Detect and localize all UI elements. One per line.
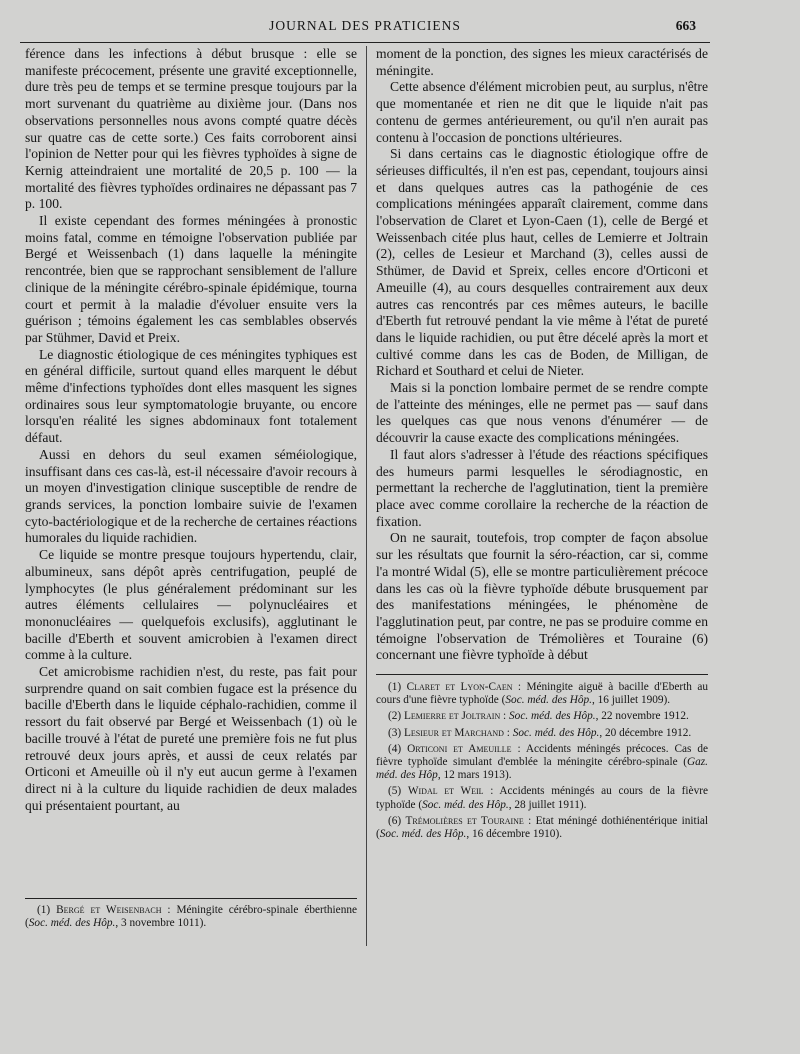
left-paragraph-3: Le diagnostic étiologique de ces méningites typhiques est en général difficile, surtout quand elles marquent le début même d'infections typhoïdes dont elles masquent les signes ordinaires sous leur symptomatologie bruyante, ou encore lorsqu'en réalité les signes abdominaux font totalement défaut. xyxy=(25,346,357,446)
left-column xyxy=(25,46,358,930)
footnote-right-1 xyxy=(376,681,708,707)
footnote-authors: Bergé et Weisenbach xyxy=(56,904,162,916)
footnote-source: Soc. méd. des Hôp. xyxy=(379,828,467,841)
footnote-mark: (4) xyxy=(388,742,402,755)
left-paragraph-2: Il existe cependant des formes méningées à pronostic moins fatal, comme en témoigne l'observation publiée par Bergé et Weissenbach (1) dans laquelle la méningite rencontrée, bien que se rapprochant sensiblement de l'allure clinique de la méningite cérébro-spinale épidémique, tourna court et permit à la maladie d'évoluer ensuite vers la guérison ; témoins également les cas semblables observés par Stühmer, David et Preix. xyxy=(25,213,357,345)
footnote-authors: Orticoni et Ameuille xyxy=(407,742,512,755)
footnote-authors: Claret et Lyon-Caen xyxy=(406,681,513,694)
footnote-left-1 xyxy=(25,904,357,930)
footnote-tail: , 3 novembre 1011). xyxy=(115,917,207,930)
left-paragraph-4: Aussi en dehors du seul examen séméiologique, insuffisant dans ces cas-là, est-il nécessaire d'avoir recours à un moyen d'investigation clinique susceptible de rendre de grands services, la ponction lombaire suivie de l'examen cyto-bactériologique et de la recherche de certaines réactions humorales du liquide rachidien. xyxy=(25,446,357,546)
footnote-source: Soc. méd. des Hôp. xyxy=(28,917,116,930)
right-paragraph-3: Si dans certains cas le diagnostic étiologique offre de sérieuses difficultés, il n'en est pas, cependant, toujours ainsi et dans quelques autres cas la pathogénie de ces complications méningées apparaît clairement, comme dans l'observation de Claret et Lyon-Caen (1), celle de Bergé et Weissenbach citée plus haut, celles de Lemierre et Joltrain (2), celles de Lesieur et Marchand (3), celles aussi de Sthümer, de David et Spreix, celles encore d'Orticoni et Ameuille (4), au cours desquelles contrairement aux deux autres cas rencontrés par ces mêmes auteurs, le bacille d'Eberth fut retrouvé pendant la vie même à l'état de pureté dans le liquide rachidien, ou put être décelé après la mort et cultivé comme dans les cas de Boden, de Milligan, de Richard et Southard et celui de Nieter. xyxy=(376,146,708,379)
right-paragraph-4: Mais si la ponction lombaire permet de se rendre compte de l'atteinte des méninges, elle ne permet pas — sauf dans les quelques cas que nous venons d'énumérer — de découvrir la cause exacte des complications méningées. xyxy=(376,380,708,446)
footnote-text: : xyxy=(503,726,513,739)
footnote-mark: (3) xyxy=(388,726,402,739)
right-paragraph-2: Cette absence d'élément microbien peut, au surplus, n'être que momentanée et rien ne dit que le liquide n'ait pas contenu de germes antérieurement, ou qu'il n'en aurait pas contenu à l'occasion de ponctions ultérieures. xyxy=(376,79,708,145)
footnote-source: Gaz. méd. des Hôp xyxy=(376,756,708,782)
footnote-rule-right xyxy=(376,674,708,675)
header-rule xyxy=(20,42,710,43)
footnote-text: : Méningite cérébro-spinale éberthienne ( xyxy=(25,904,358,930)
footnote-mark: (1) xyxy=(388,681,402,694)
right-paragraph-1: moment de la ponction, des signes les mieux caractérisés de méningite. xyxy=(376,46,708,78)
left-paragraph-1: férence dans les infections à début brusque : elle se manifeste précocement, présente une gravité exceptionnelle, dure très peu de temps et se termine presque toujours par la mort survenant du quatrième au dixième jour. (Dans nos observations personnelles nous avons compté quatre décès sur quatre cas de cette sorte.) Ces faits corroborent ainsi l'opinion de Netter pour qui les fièvres typhoïdes à signe de Kernig atteindraient une mortalité de 20,5 p. 100 — la mortalité des fièvres typhoïdes ordinaires ne dépassant pas 7 p. 100. xyxy=(25,46,357,212)
footnote-right-3 xyxy=(376,727,708,740)
footnote-text: : Accidents méningés précoces. Cas de fièvre typhoïde simulant d'emblée la méningite cérébro-spinale ( xyxy=(376,742,709,769)
footnote-source: Soc. méd. des Hôp. xyxy=(505,694,592,707)
footnote-tail: , 16 juillet 1909). xyxy=(592,694,671,707)
footnote-authors: Trémolières et Touraine xyxy=(405,814,524,827)
footnote-tail: , 16 décembre 1910). xyxy=(466,828,563,841)
running-title: JOURNAL DES PRATICIENS xyxy=(269,18,461,33)
footnote-tail: , 22 novembre 1912. xyxy=(595,710,689,723)
footnote-text: : Accidents méningés au cours de la fièvre typhoïde ( xyxy=(376,785,708,811)
footnote-authors: Widal et Weil xyxy=(407,785,484,798)
column-divider xyxy=(366,46,367,946)
footnote-source: Soc. méd. des Hôp. xyxy=(512,726,600,739)
footnote-right-6 xyxy=(376,815,708,841)
footnote-authors: Lemierre et Joltrain xyxy=(404,710,501,723)
footnote-tail: , 20 décembre 1912. xyxy=(599,726,692,739)
left-paragraph-6: Cet amicrobisme rachidien n'est, du reste, pas fait pour surprendre quand on sait combien fugace est la présence du bacille d'Eberth dans le liquide céphalo-rachidien, comme il ressort du fait observé par Bergé et Weissenbach (1) où le bacille trouvé à l'état de pureté une première fois ne fut plus retrouvé deux jours après, et aussi de ceux relatés par Orticoni et Ameuille où il n'y eut aucun germe à l'examen direct ni à la culture du liquide rachidien de deux malades qui présentaient pourtant, au xyxy=(25,664,357,813)
page-number: 663 xyxy=(675,18,696,33)
footnote-right-4 xyxy=(376,743,708,783)
footnote-right-5 xyxy=(376,785,708,811)
footnote-source: Soc. méd. des Hôp. xyxy=(422,798,509,811)
footnote-tail: , 28 juillet 1911). xyxy=(508,798,587,811)
footnote-text: : Méningite aiguë à bacille d'Eberth au cours d'une fièvre typhoïde ( xyxy=(376,681,709,707)
page-header xyxy=(20,18,710,38)
footnote-authors: Lesieur et Marchand xyxy=(404,726,504,739)
right-paragraph-5: Il faut alors s'adresser à l'étude des réactions spécifiques des humeurs parmi lesquelles le sérodiagnostic, en permettant la recherche de l'agglutination, tient la première place avec comme corollaire la recherche de la réaction de fixation. xyxy=(376,446,708,529)
footnote-tail: , 12 mars 1913). xyxy=(437,769,512,782)
footnotes-right xyxy=(376,681,708,841)
footnote-right-2 xyxy=(376,710,708,723)
footnote-mark: (1) xyxy=(37,904,51,916)
footnote-text: : xyxy=(500,710,510,723)
footnotes-left xyxy=(25,904,357,933)
footnote-rule-left xyxy=(25,898,357,899)
footnote-text: : Etat méningé dothiénentérique initial ( xyxy=(376,814,708,841)
right-column xyxy=(376,46,708,844)
footnote-mark: (5) xyxy=(388,785,402,798)
footnote-mark: (6) xyxy=(388,814,402,827)
footnote-mark: (2) xyxy=(388,710,402,723)
footnote-source: Soc. méd. des Hôp. xyxy=(509,710,596,723)
right-paragraph-6: On ne saurait, toutefois, trop compter de façon absolue sur les résultats que fournit la séro-réaction, car si, comme l'a montré Widal (5), elle se montre particulièrement précoce dans les cas où la fièvre typhoïde débute brusquement par des manifestations méningées, le phénomène de l'agglutination peut, par contre, ne pas se produire comme en témoigne l'observation de Trémolières et Touraine (6) concernant une fièvre typhoïde à début xyxy=(376,530,708,663)
left-paragraph-5: Ce liquide se montre presque toujours hypertendu, clair, albumineux, sans dépôt après centrifugation, peuplé de lymphocytes (le plus généralement prédominant sur les autres éléments cellulaires — polynucléaires et mononucléaires — quelquefois exclusifs), agglutinant le bacille d'Eberth et souvent amicrobien à l'examen direct comme à la culture. xyxy=(25,547,357,663)
